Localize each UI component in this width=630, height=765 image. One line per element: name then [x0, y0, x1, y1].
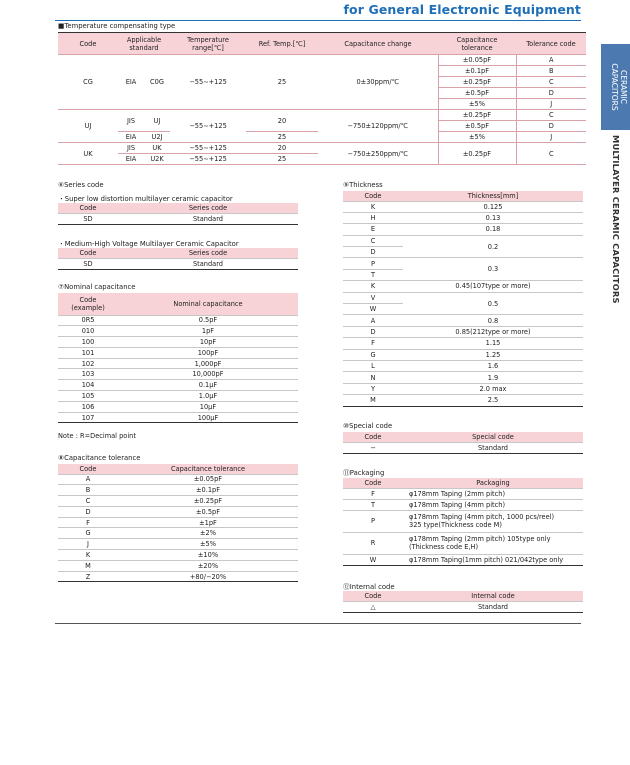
cell-range: −55∼+125 [170, 110, 246, 143]
cell-code: N [343, 372, 403, 383]
cell-change: −750±250ppm/℃ [318, 143, 438, 165]
cell-value: ±10% [118, 550, 298, 561]
cell-value: ±2% [118, 528, 298, 539]
cell-change: −750±120ppm/℃ [318, 110, 438, 143]
cell-value: Standard [118, 258, 298, 269]
cell-code: F [58, 517, 118, 528]
footer-rule [55, 623, 581, 624]
cell-std: EIA [118, 55, 144, 110]
series-table-1 [58, 203, 298, 225]
col-header-packaging: Packaging [403, 478, 583, 488]
nominal-section-title: ⑦Nominal capacitance [58, 283, 136, 291]
cell-code: 100 [58, 337, 118, 348]
cell-code: 010 [58, 326, 118, 337]
cell-code: A [343, 315, 403, 326]
cell-std: C0G [144, 55, 170, 110]
cell-value: 0.1μF [118, 380, 298, 391]
col-header-range: Temperature range[℃] [170, 33, 246, 55]
cell-tol: ±0.5pF [438, 121, 516, 132]
cell-tol: ±0.25pF [438, 110, 516, 121]
thickness-section-title: ⑨Thickness [343, 181, 383, 189]
cell-code: V [343, 292, 403, 303]
nominal-note: Note : R=Decimal point [58, 432, 136, 440]
cell-code: B [58, 485, 118, 496]
cell-tolcode: J [516, 132, 586, 143]
cell-code: R [343, 532, 403, 554]
internal-table [343, 591, 583, 613]
cell-value: 0.2 [403, 235, 583, 258]
cell-tolcode: C [516, 143, 586, 165]
cell-code: J [58, 539, 118, 550]
cell-tol: ±5% [438, 99, 516, 110]
cell-value-line2: (Thickness code E,H) [409, 543, 479, 551]
cell-code: K [58, 550, 118, 561]
cell-tolcode: D [516, 88, 586, 99]
cell-std: JIS [118, 143, 144, 154]
cell-code: − [343, 442, 403, 453]
special-table [343, 432, 583, 454]
cell-value-line1: φ178mm Taping (4mm pitch, 1000 pcs/reel) [409, 513, 555, 521]
col-header-standard: Applicable standard [118, 33, 170, 55]
cell-code: D [343, 247, 403, 258]
cell-tolcode: B [516, 66, 586, 77]
cell-value: 0.13 [403, 212, 583, 223]
side-tab-label [610, 47, 628, 127]
packaging-section-title: ⑪Packaging [343, 469, 385, 477]
cell-std: U2K [144, 154, 170, 165]
cell-value: 0.5pF [118, 315, 298, 326]
cell-code: UK [58, 143, 118, 165]
col-header-code: Code [343, 191, 403, 201]
captol-table [58, 464, 298, 582]
col-header-internal: Internal code [403, 591, 583, 601]
cell-std: UK [144, 143, 170, 154]
series-subtitle-2: ・Medium-High Voltage Multilayer Ceramic Capacitor [58, 240, 239, 248]
cell-value: Standard [403, 442, 583, 453]
cell-tolcode: J [516, 99, 586, 110]
cell-change: 0±30ppm/℃ [318, 55, 438, 110]
cell-value: 1,000pF [118, 358, 298, 369]
cell-ref: 25 [246, 132, 318, 143]
cell-value: ±0.1pF [118, 485, 298, 496]
cell-code: UJ [58, 110, 118, 143]
nominal-table [58, 293, 298, 423]
cell-code: P [343, 510, 403, 532]
cell-value: φ178mm Taping (2mm pitch) [403, 488, 583, 499]
side-tab-line1: CERAMIC [619, 70, 628, 104]
side-tab-line2: CAPACITORS [610, 63, 619, 111]
cell-tol: ±0.05pF [438, 55, 516, 66]
cell-code: L [343, 360, 403, 371]
header-rule [55, 20, 581, 21]
side-vertical-title: MULTILAYER CERAMIC CAPACITORS [611, 135, 621, 304]
cell-code: P [343, 258, 403, 269]
cell-std: U2J [144, 132, 170, 143]
cell-code: SD [58, 258, 118, 269]
cell-code: C [343, 235, 403, 246]
cell-value: ±0.25pF [118, 496, 298, 507]
cell-range: −55∼+125 [170, 143, 246, 154]
cell-code: CG [58, 55, 118, 110]
cell-code: 0R5 [58, 315, 118, 326]
cell-ref: 25 [246, 55, 318, 110]
cell-code: F [343, 488, 403, 499]
cell-std: UJ [144, 110, 170, 132]
cell-value [403, 532, 583, 554]
col-header-series: Series code [118, 248, 298, 258]
cell-code: 105 [58, 391, 118, 402]
cell-code: D [58, 506, 118, 517]
col-header-code: Code [58, 248, 118, 258]
cell-value: 0.8 [403, 315, 583, 326]
cell-std: EIA [118, 154, 144, 165]
col-header-code [58, 293, 118, 315]
cell-code: E [343, 224, 403, 235]
cell-ref: 20 [246, 143, 318, 154]
cell-value: 0.125 [403, 201, 583, 212]
cell-code: G [343, 349, 403, 360]
cell-tol: ±0.25pF [438, 143, 516, 165]
cell-code: M [58, 560, 118, 571]
cell-value: φ178mm Taping(1mm pitch) 021/042type only [403, 554, 583, 565]
temp-comp-table [58, 32, 586, 165]
cell-value: 2.5 [403, 395, 583, 406]
thickness-table [343, 191, 583, 407]
cell-std: JIS [118, 110, 144, 132]
cell-code: M [343, 395, 403, 406]
cell-value: 1.9 [403, 372, 583, 383]
cell-code: SD [58, 213, 118, 224]
col-header-code: Code [343, 432, 403, 442]
cell-tolcode: A [516, 55, 586, 66]
cell-value: 100μF [118, 412, 298, 423]
cell-value: 100pF [118, 347, 298, 358]
col-header-nominal: Nominal capacitance [118, 293, 298, 315]
col-header-cap-tolerance: Capacitance tolerance [438, 33, 516, 55]
cell-code: 101 [58, 347, 118, 358]
cell-code: A [58, 474, 118, 485]
cell-tol: ±5% [438, 132, 516, 143]
cell-value: 0.3 [403, 258, 583, 281]
cell-value: ±20% [118, 560, 298, 571]
cell-tolcode: D [516, 121, 586, 132]
cell-value: +80/−20% [118, 571, 298, 582]
cell-code: T [343, 269, 403, 280]
cell-code: 103 [58, 369, 118, 380]
cell-value: 1.6 [403, 360, 583, 371]
cell-tol: ±0.1pF [438, 66, 516, 77]
cell-code: F [343, 338, 403, 349]
page-header-title: for General Electronic Equipment [343, 2, 581, 17]
packaging-table [343, 478, 583, 566]
series-section-title: ⑥Series code [58, 181, 104, 189]
col-header-code: Code [343, 591, 403, 601]
cell-code: G [58, 528, 118, 539]
cell-value: Standard [403, 601, 583, 612]
cell-code: K [343, 281, 403, 292]
cell-code: 104 [58, 380, 118, 391]
col-header-code: Code [343, 478, 403, 488]
internal-section-title: ⑫Internal code [343, 583, 395, 591]
cell-code: H [343, 212, 403, 223]
col-header-ref-temp: Ref. Temp.[℃] [246, 33, 318, 55]
col-header-code-line2: (example) [71, 303, 105, 312]
cell-code: T [343, 499, 403, 510]
col-header-thickness: Thickness[mm] [403, 191, 583, 201]
col-header-code: Code [58, 464, 118, 474]
cell-ref: 25 [246, 154, 318, 165]
cell-ref: 20 [246, 110, 318, 132]
cell-value: 1.0μF [118, 391, 298, 402]
temp-section-title: ■Temperature compensating type [58, 22, 176, 30]
cell-value: 0.18 [403, 224, 583, 235]
cell-value: ±0.05pF [118, 474, 298, 485]
cell-value: 10pF [118, 337, 298, 348]
cell-value: ±5% [118, 539, 298, 550]
cell-std: EIA [118, 132, 144, 143]
series-subtitle-1: ・Super low distortion multilayer ceramic capacitor [58, 195, 233, 203]
cell-code: 106 [58, 401, 118, 412]
cell-code: W [343, 304, 403, 315]
col-header-code: Code [58, 33, 118, 55]
cell-code: 102 [58, 358, 118, 369]
cell-value: 0.5 [403, 292, 583, 315]
cell-range: −55∼+125 [170, 154, 246, 165]
cell-code: C [58, 496, 118, 507]
cell-value: 0.85(212type or more) [403, 326, 583, 337]
cell-value-line1: φ178mm Taping (2mm pitch) 105type only [409, 535, 551, 543]
cell-value: 0.45(107type or more) [403, 281, 583, 292]
cell-value: 2.0 max [403, 383, 583, 394]
cell-tol: ±0.25pF [438, 77, 516, 88]
col-header-tolerance: Capacitance tolerance [118, 464, 298, 474]
cell-code: D [343, 326, 403, 337]
cell-tolcode: C [516, 77, 586, 88]
cell-range: −55∼+125 [170, 55, 246, 110]
cell-value: ±0.5pF [118, 506, 298, 517]
col-header-tolerance-code: Tolerance code [516, 33, 586, 55]
cell-value: 1pF [118, 326, 298, 337]
col-header-code: Code [58, 203, 118, 213]
col-header-code-line1: Code [79, 295, 97, 304]
col-header-series: Series code [118, 203, 298, 213]
cell-value-line2: 325 type(Thickness code M) [409, 521, 502, 529]
cell-tolcode: C [516, 110, 586, 121]
cell-value: φ178mm Taping (4mm pitch) [403, 499, 583, 510]
cell-tol: ±0.5pF [438, 88, 516, 99]
cell-code: K [343, 201, 403, 212]
cell-value: 10,000pF [118, 369, 298, 380]
col-header-special: Special code [403, 432, 583, 442]
cell-code: △ [343, 601, 403, 612]
cell-value: Standard [118, 213, 298, 224]
special-section-title: ⑩Special code [343, 422, 393, 430]
cell-code: Z [58, 571, 118, 582]
cell-code: W [343, 554, 403, 565]
cell-value: 1.25 [403, 349, 583, 360]
cell-code: 107 [58, 412, 118, 423]
cell-code: Y [343, 383, 403, 394]
cell-value [403, 510, 583, 532]
col-header-cap-change: Capacitance change [318, 33, 438, 55]
cell-value: ±1pF [118, 517, 298, 528]
series-table-2 [58, 248, 298, 270]
cell-value: 1.15 [403, 338, 583, 349]
captol-section-title: ⑧Capacitance tolerance [58, 454, 141, 462]
cell-value: 10μF [118, 401, 298, 412]
